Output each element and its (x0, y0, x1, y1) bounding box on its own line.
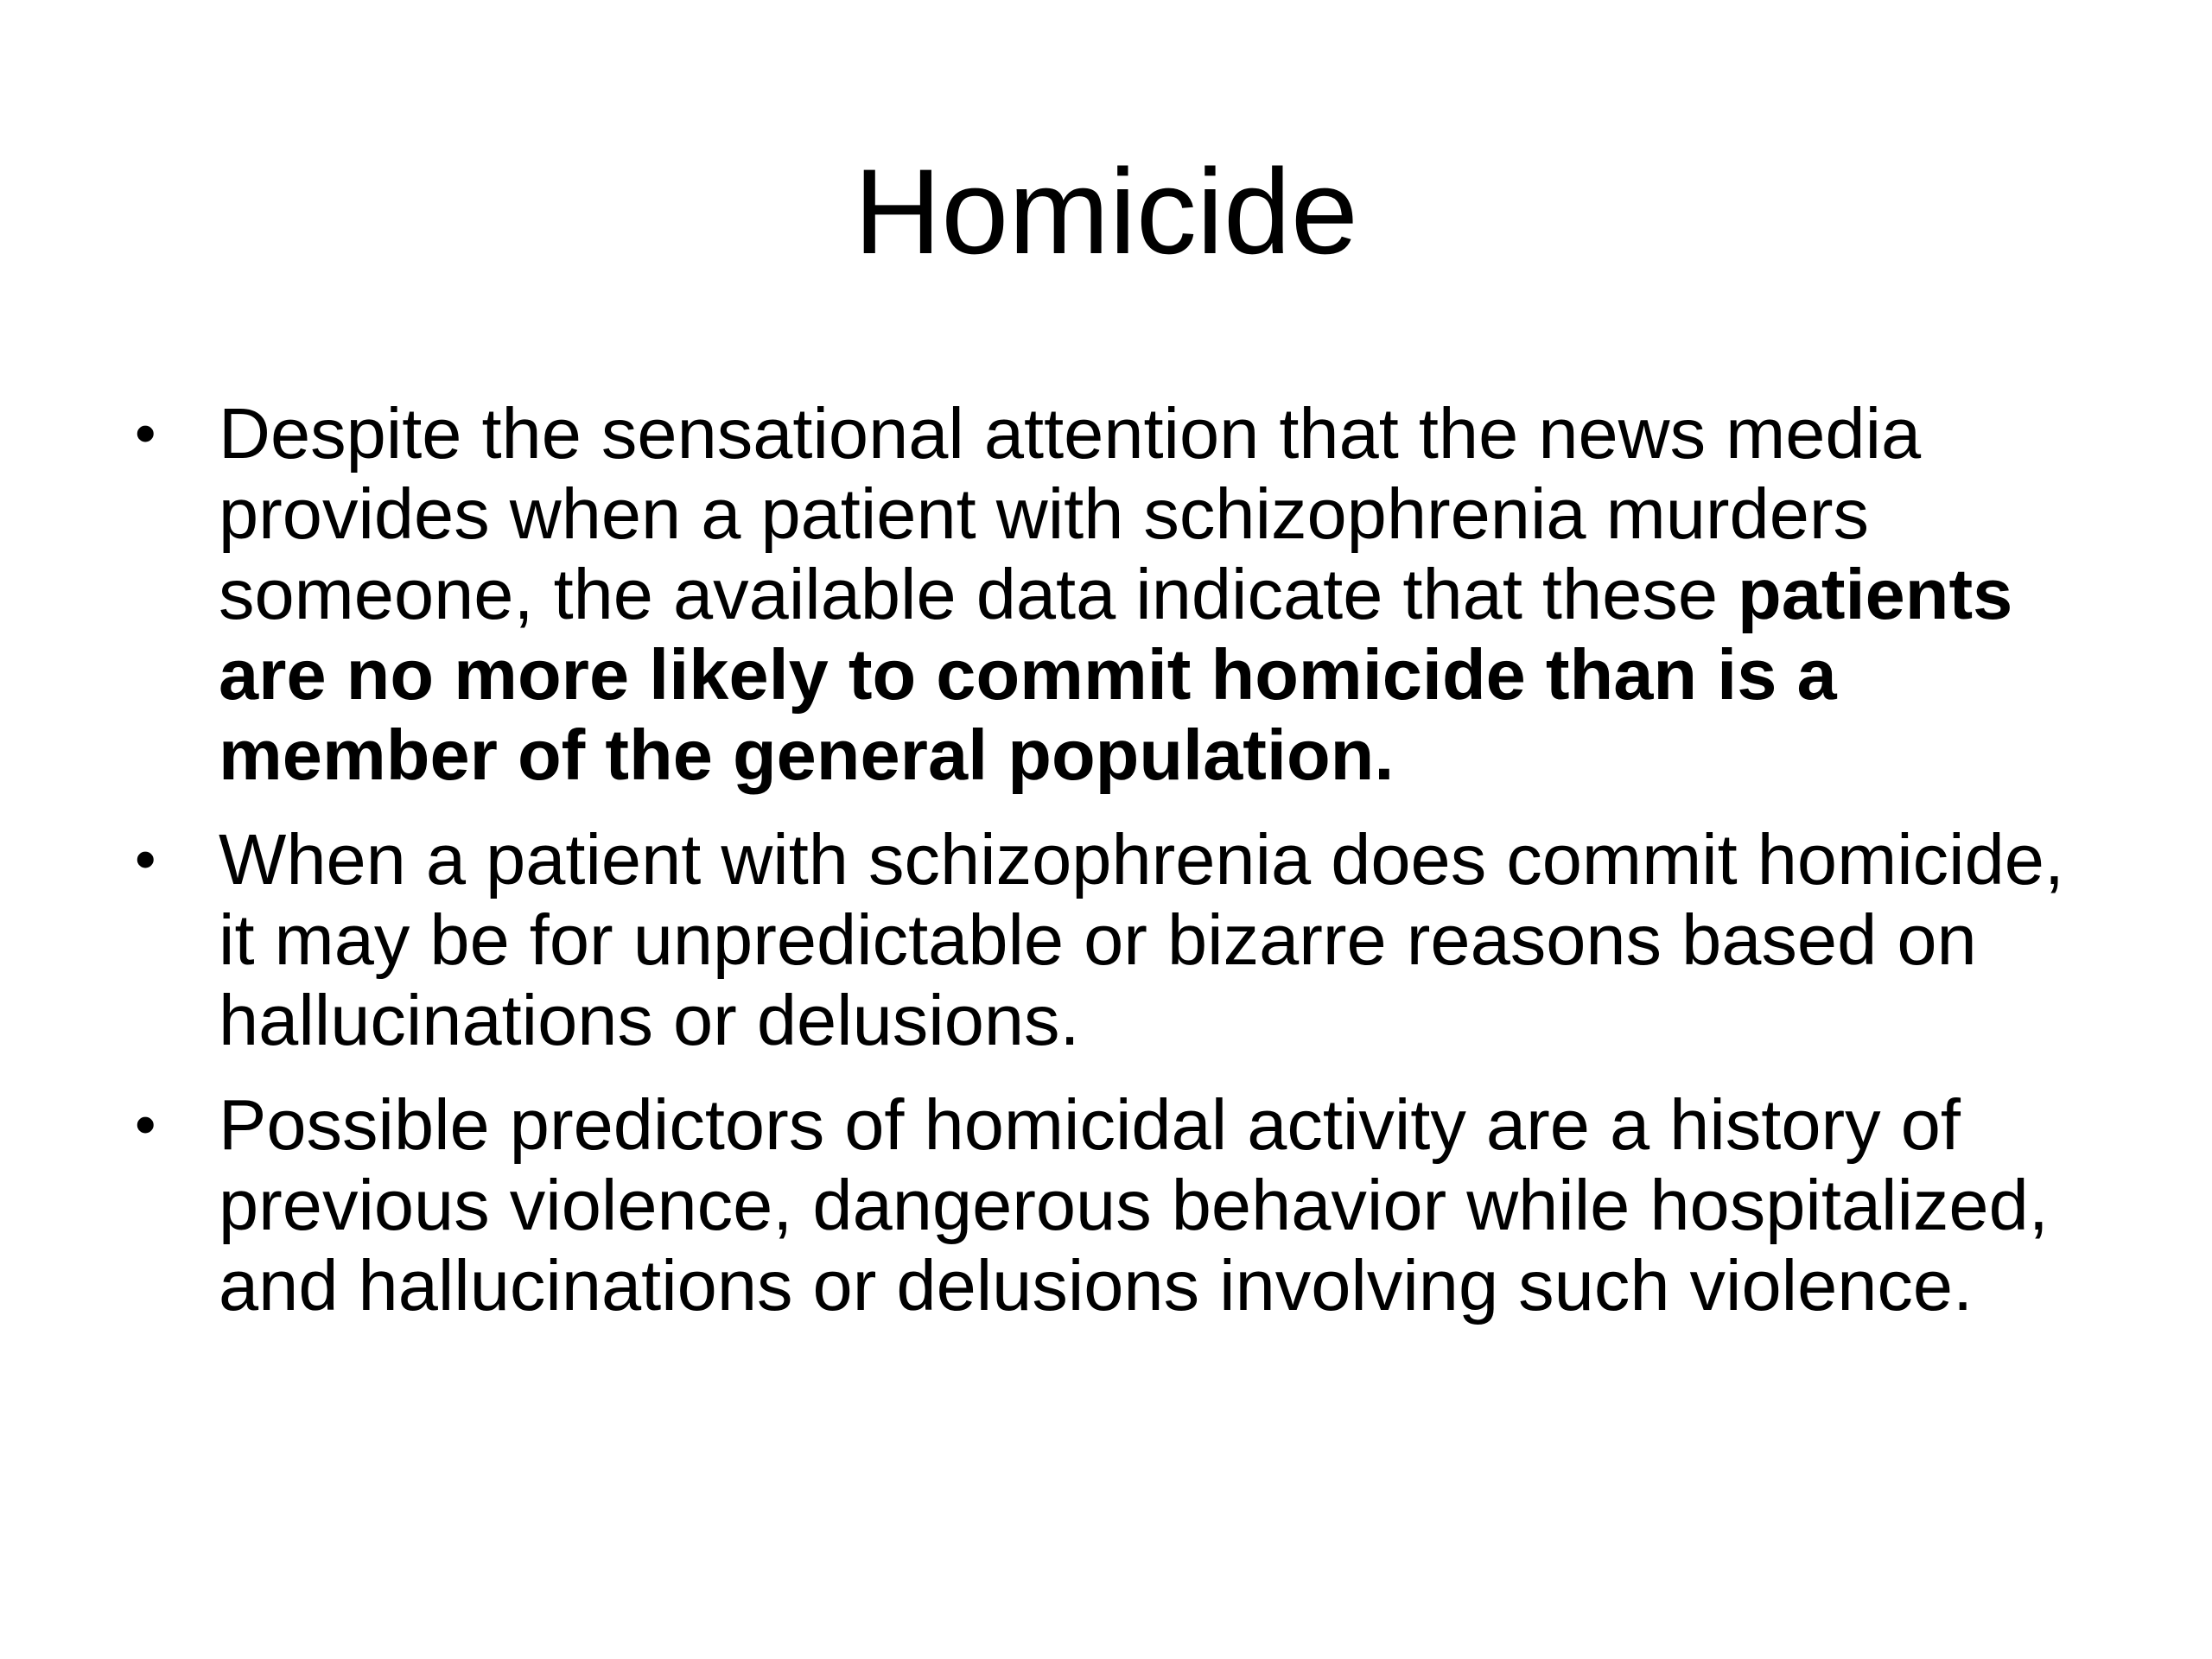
bullet-dot-icon: • (135, 399, 156, 467)
bullet-bold-text: patients are no more likely to commit homicide than is a member of the general population. (219, 554, 2013, 795)
slide-title: Homicide (854, 143, 1358, 279)
bullet-item-2 (128, 819, 2115, 1060)
bullet-dot-icon: • (135, 1090, 156, 1158)
bullet-text: Despite the sensational attention that the news media provides when a patient with schizophrenia murders someone, the available data indicate that these (219, 393, 1922, 634)
bullet-list (128, 393, 2115, 1350)
bullet-text: Possible predictors of homicidal activity are a history of previous violence, dangerous behavior while hospitalized, and hallucinations or delusions involving such violence. (219, 1084, 2049, 1325)
bullet-item-1 (128, 393, 2115, 795)
bullet-dot-icon: • (135, 825, 156, 893)
bullet-item-3 (128, 1084, 2115, 1325)
bullet-text: When a patient with schizophrenia does commit homicide, it may be for unpredictable or bizarre reasons based on hallucinations or delusions. (219, 819, 2064, 1060)
